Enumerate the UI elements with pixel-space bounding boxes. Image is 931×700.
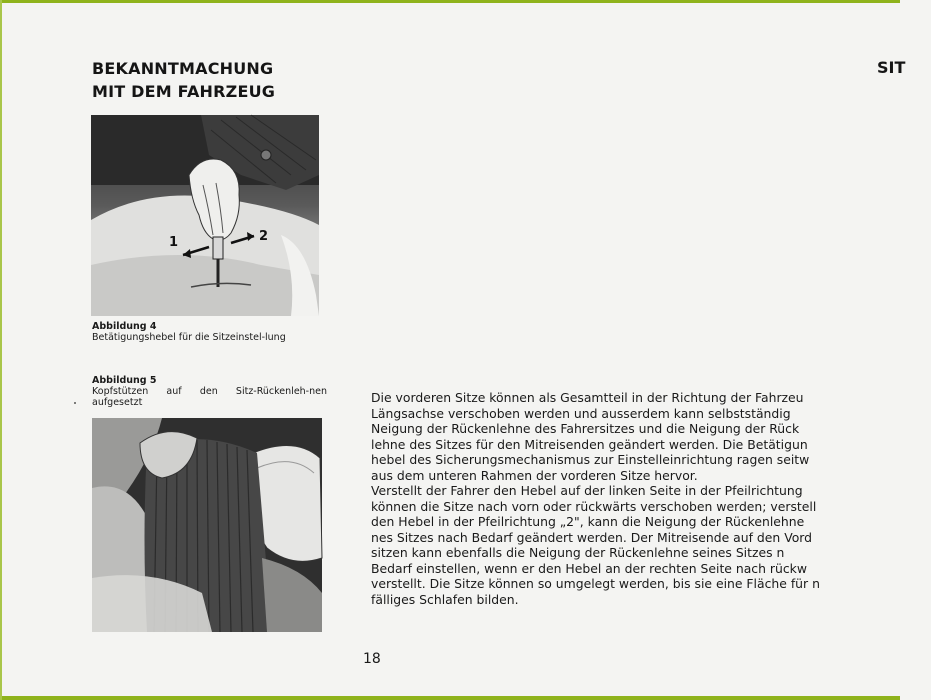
figure-4-caption-title: Abbildung 4 (92, 321, 157, 332)
section-title (92, 57, 275, 103)
figure-4-photo (91, 115, 319, 316)
page-frame-top (0, 0, 900, 3)
figure-4-illustration (91, 115, 319, 316)
page-number: 18 (363, 651, 381, 667)
figure-5-photo (92, 418, 322, 632)
body-line: Neigung der Rückenlehne des Fahrersitzes und die Neigung der Rück (371, 421, 800, 436)
body-line: sitzen kann ebenfalls die Neigung der Rückenlehne seines Sitzes n (371, 545, 785, 560)
figure-5-caption-title: Abbildung 5 (92, 375, 157, 386)
body-line: den Hebel in der Pfeilrichtung „2", kann die Neigung der Rückenlehne (371, 514, 805, 529)
scan-speck (74, 402, 76, 404)
body-line: verstellt. Die Sitze können so umgelegt werden, bis sie eine Fläche für n (371, 576, 820, 591)
body-line: nes Sitzes nach Bedarf geändert werden. Der Mitreisende auf den Vord (371, 529, 813, 545)
body-line: Verstellt der Fahrer den Hebel auf der linken Seite in der Pfeilrichtung (371, 483, 803, 498)
body-line: fälliges Schlafen bilden. (371, 591, 519, 607)
body-text (371, 390, 931, 607)
page-frame-bottom (0, 696, 900, 700)
body-line: hebel des Sicherungsmechanismus zur Einstelleinrichtung ragen seitw (371, 452, 810, 467)
figure-4-caption (92, 321, 327, 343)
body-line: Längsachse verschoben werden und ausserdem kann selbstständig (371, 405, 791, 421)
body-line: Bedarf einstellen, wenn er den Hebel an der rechten Seite nach rückw (371, 560, 807, 576)
body-line: können die Sitze nach vorn oder rückwärts verschoben werden; verstell (371, 498, 817, 514)
body-line: Die vorderen Sitze können als Gesamtteil in der Richtung der Fahrzeu (371, 390, 804, 405)
arrow-label-1: 1 (169, 235, 179, 250)
section-title-line-1: BEKANNTMACHUNG (92, 59, 274, 78)
figure-4-caption-text: Betätigungshebel für die Sitzeinstel-lung (92, 332, 286, 343)
arrow-label-2: 2 (259, 229, 269, 244)
body-line: aus dem unteren Rahmen der vorderen Sitze hervor. (371, 467, 698, 483)
body-line: lehne des Sitzes für den Mitreisenden geändert werden. Die Betätigun (371, 436, 808, 452)
page-frame-left (0, 0, 2, 700)
figure-5-illustration (92, 418, 322, 632)
section-title-line-2: MIT DEM FAHRZEUG (92, 82, 276, 101)
figure-5-caption (92, 375, 327, 408)
figure-5-caption-text: Kopfstützen auf den Sitz-Rückenleh-nen aufgesetzt (92, 386, 327, 408)
right-page-heading: SIT (877, 58, 906, 77)
